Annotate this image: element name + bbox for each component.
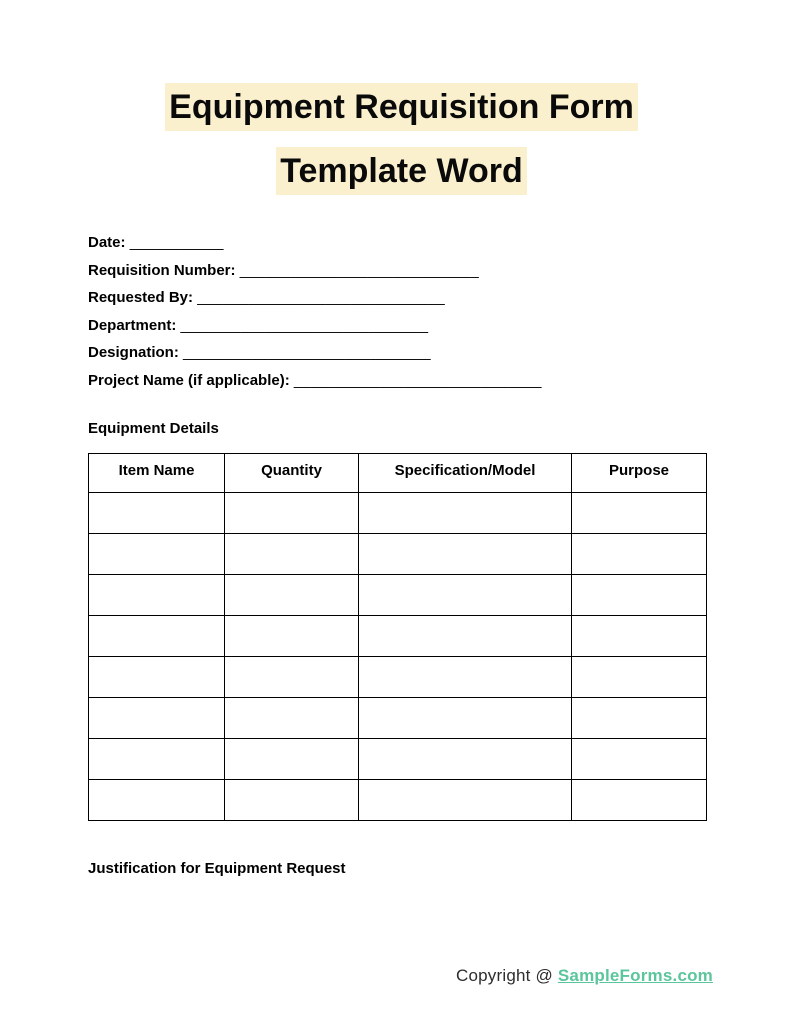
empty-cell: [225, 616, 359, 657]
empty-cell: [225, 698, 359, 739]
empty-cell: [89, 698, 225, 739]
table-row: [89, 780, 707, 821]
field-requested-by-blank: _____________________________: [197, 289, 445, 307]
column-header-specification-model: Specification/Model: [359, 454, 572, 493]
empty-cell: [89, 575, 225, 616]
form-fields: [88, 229, 718, 395]
empty-cell: [572, 780, 707, 821]
field-date: [88, 229, 718, 257]
empty-cell: [89, 780, 225, 821]
empty-cell: [359, 616, 572, 657]
field-department: [88, 312, 718, 340]
empty-cell: [572, 616, 707, 657]
field-designation-label: Designation:: [88, 344, 179, 362]
field-department-label: Department:: [88, 316, 177, 334]
empty-cell: [572, 493, 707, 534]
table-row: [89, 575, 707, 616]
equipment-table-body: [89, 493, 707, 821]
field-project-name-blank: _____________________________: [293, 371, 542, 389]
empty-cell: [225, 739, 359, 780]
empty-cell: [225, 493, 359, 534]
empty-cell: [572, 698, 707, 739]
title-line-2: Template Word: [276, 147, 526, 195]
field-requisition-number-blank: ____________________________: [239, 261, 479, 279]
empty-cell: [359, 493, 572, 534]
field-requested-by: [88, 284, 718, 312]
table-row: [89, 493, 707, 534]
empty-cell: [359, 698, 572, 739]
field-date-label: Date:: [88, 234, 126, 251]
empty-cell: [572, 739, 707, 780]
field-project-name: [88, 367, 718, 395]
empty-cell: [225, 534, 359, 575]
table-header-row: [89, 454, 707, 493]
field-requisition-number: [88, 257, 718, 285]
column-header-quantity: Quantity: [225, 454, 359, 493]
column-header-item-name: Item Name: [89, 454, 225, 493]
empty-cell: [225, 575, 359, 616]
table-row: [89, 657, 707, 698]
equipment-table: [88, 453, 707, 821]
empty-cell: [89, 493, 225, 534]
empty-cell: [572, 575, 707, 616]
empty-cell: [359, 739, 572, 780]
table-row: [89, 739, 707, 780]
document-title: [0, 83, 803, 195]
justification-heading: Justification for Equipment Request: [88, 860, 346, 877]
empty-cell: [359, 534, 572, 575]
empty-cell: [89, 657, 225, 698]
title-line-1: Equipment Requisition Form: [165, 83, 638, 131]
table-row: [89, 698, 707, 739]
empty-cell: [225, 657, 359, 698]
sampleforms-link[interactable]: SampleForms.com: [557, 966, 713, 985]
empty-cell: [89, 616, 225, 657]
table-row: [89, 616, 707, 657]
field-date-blank: ___________: [129, 234, 224, 251]
empty-cell: [572, 657, 707, 698]
empty-cell: [572, 534, 707, 575]
empty-cell: [359, 780, 572, 821]
field-project-name-label: Project Name (if applicable):: [88, 371, 290, 389]
copyright-text: Copyright @: [456, 966, 558, 985]
empty-cell: [359, 657, 572, 698]
empty-cell: [225, 780, 359, 821]
empty-cell: [89, 534, 225, 575]
field-requisition-number-label: Requisition Number:: [88, 261, 236, 279]
empty-cell: [359, 575, 572, 616]
empty-cell: [89, 739, 225, 780]
equipment-details-heading: Equipment Details: [88, 420, 219, 437]
field-designation-blank: _____________________________: [183, 344, 431, 362]
footer: [0, 966, 713, 986]
column-header-purpose: Purpose: [572, 454, 707, 493]
field-requested-by-label: Requested By:: [88, 289, 194, 307]
field-department-blank: _____________________________: [180, 316, 429, 334]
table-row: [89, 534, 707, 575]
field-designation: [88, 339, 718, 367]
